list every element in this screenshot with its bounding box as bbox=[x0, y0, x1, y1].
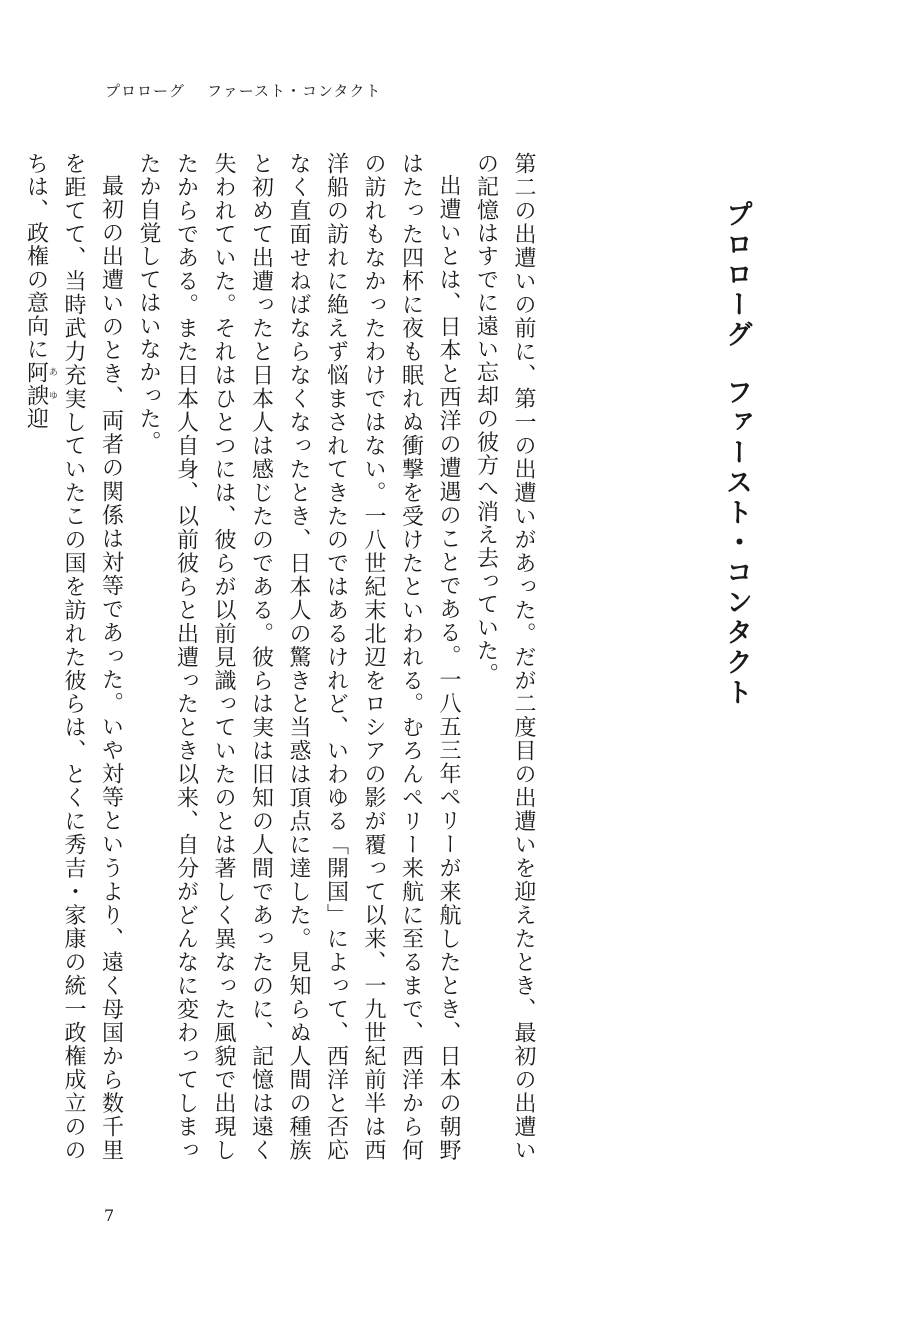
ruby-base: 阿諛 bbox=[23, 360, 49, 408]
paragraph-1: 第二の出遭いの前に、第一の出遭いがあった。だが二度目の出遭いを迎えたとき、最初の出遭いの記憶はすでに遠い忘却の彼方へ消え去っていた。 bbox=[473, 152, 536, 1162]
paragraph-3-main: 最初の出遭いのとき、両者の関係は対等であった。いや対等というより、遠く母国から数千里を距てて、当時武力充実していたこの国を訪れた彼らは、とくに秀吉・家康の統一政権成立ののちは、政権の意向に bbox=[23, 152, 124, 1162]
paragraph-2: 出遭いとは、日本と西洋の遭遇のことである。一八五三年ペリーが来航したとき、日本の朝野はたった四杯に夜も眠れぬ衝撃を受けたといわれる。むろんペリー来航に至るまで、西洋から何の訪れもなかったわけではない。一八世紀末北辺をロシアの影が覆って以来、一九世紀前半は西洋船の訪れに絶えず悩まされてきたのではあるけれど、いわゆる「開国」によって、西洋と否応なく直面せねばならなくなったとき、日本人の驚きと当惑は頂点に達した。見知らぬ人間の種族と初めて出遭ったと日本人は感じたのである。彼らは実は旧知の人間であったのに、記憶は遠く失われていた。それはひとつには、彼らが以前見識っていたのとは著しく異なった風貌で出現したからである。また日本人自身、以前彼らと出遭ったとき以来、自分がどんなに変わってしまったか自覚してはいなかった。 bbox=[136, 152, 461, 1162]
chapter-title-text: ファースト・コンタクト bbox=[721, 378, 752, 708]
paragraph-3-tail: 迎 bbox=[23, 407, 49, 431]
running-head bbox=[105, 80, 381, 101]
chapter-prefix: プロローグ bbox=[721, 200, 752, 350]
running-head-prefix: プロローグ bbox=[105, 82, 186, 100]
body-text bbox=[17, 152, 542, 1162]
chapter-title bbox=[716, 200, 756, 708]
ruby-reading: あゆ bbox=[47, 360, 57, 408]
ruby-ayu bbox=[23, 360, 57, 408]
paragraph-3 bbox=[17, 152, 130, 1162]
running-head-title: ファースト・コンタクト bbox=[207, 82, 382, 100]
page-number: 7 bbox=[104, 1206, 115, 1225]
